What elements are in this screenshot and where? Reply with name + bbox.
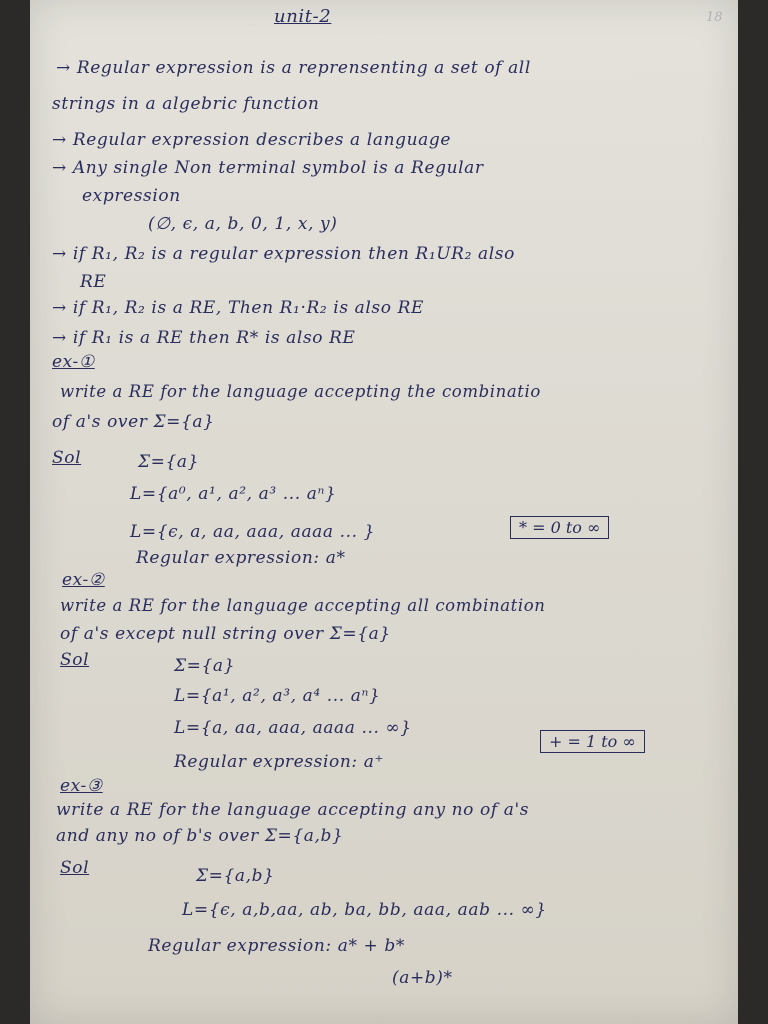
example-2-question-1: write a RE for the language accepting all combination <box>60 596 546 615</box>
intro-line-6: (∅, ϵ, a, b, 0, 1, x, y) <box>148 214 338 234</box>
example-3-question-2: and any no of b's over Σ={a,b} <box>56 826 344 846</box>
page-title: unit-2 <box>274 6 332 27</box>
corner-number: 18 <box>706 10 723 25</box>
example-1-sol-label: Sol <box>52 448 82 468</box>
example-2-solution-1: Σ={a} <box>174 656 236 676</box>
example-2-sol-label: Sol <box>60 650 90 670</box>
example-2-solution-3: L={a, aa, aaa, aaaa ... ∞} <box>174 718 412 738</box>
example-2-plus-box: + = 1 to ∞ <box>540 730 645 753</box>
example-1-question-2: of a's over Σ={a} <box>52 412 215 432</box>
notebook-page <box>30 0 738 1024</box>
intro-line-9: → if R₁, R₂ is a RE, Then R₁·R₂ is also RE <box>52 298 424 318</box>
intro-line-7: → if R₁, R₂ is a regular expression then R₁UR₂ also <box>52 244 515 264</box>
example-3-question-1: write a RE for the language accepting any no of a's <box>56 800 530 820</box>
example-3-solution-3: Regular expression: a* + b* <box>148 936 405 956</box>
example-2-solution-4: Regular expression: a⁺ <box>174 752 385 772</box>
intro-line-8: RE <box>80 272 107 292</box>
example-2-question-2: of a's except null string over Σ={a} <box>60 624 391 644</box>
intro-line-2: strings in a algebric function <box>52 94 320 114</box>
example-1-solution-4: Regular expression: a* <box>136 548 346 568</box>
example-1-solution-1: Σ={a} <box>138 452 200 472</box>
example-1-solution-2: L={a⁰, a¹, a², a³ ... aⁿ} <box>130 484 337 504</box>
example-3-label: ex-③ <box>60 776 103 796</box>
example-3-solution-2: L={ϵ, a,b,aa, ab, ba, bb, aaa, aab ... ∞} <box>182 900 547 920</box>
example-3-solution-1: Σ={a,b} <box>196 866 275 886</box>
example-2-solution-2: L={a¹, a², a³, a⁴ ... aⁿ} <box>174 686 381 706</box>
intro-line-4: → Any single Non terminal symbol is a Regular <box>52 158 484 178</box>
intro-line-1: → Regular expression is a reprensenting a set of all <box>56 58 531 78</box>
example-3-solution-4: (a+b)* <box>392 968 453 988</box>
example-3-sol-label: Sol <box>60 858 90 878</box>
intro-line-10: → if R₁ is a RE then R* is also RE <box>52 328 356 348</box>
intro-line-3: → Regular expression describes a language <box>52 130 452 150</box>
intro-line-5: expression <box>82 186 181 206</box>
example-1-label: ex-① <box>52 352 95 372</box>
example-1-kleene-box: * = 0 to ∞ <box>510 516 609 539</box>
example-1-solution-3: L={ϵ, a, aa, aaa, aaaa ... } <box>130 522 376 542</box>
example-2-label: ex-② <box>62 570 105 590</box>
example-1-question-1: write a RE for the language accepting the combinatio <box>60 382 541 401</box>
